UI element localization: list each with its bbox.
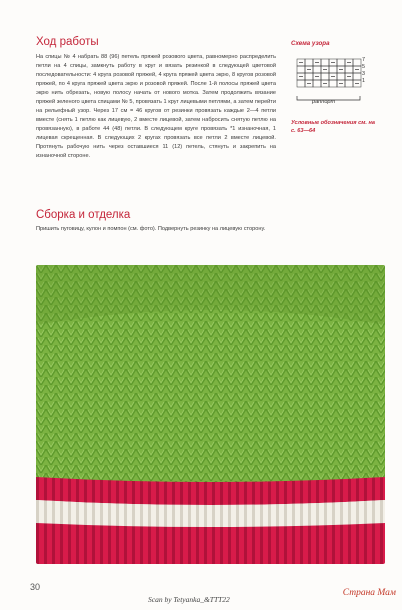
chart-cell xyxy=(321,59,329,66)
rapport-label: раппорт xyxy=(312,99,336,105)
chart-cell xyxy=(329,66,337,73)
chart-cell xyxy=(345,66,353,73)
chart-row-1: 1 xyxy=(362,78,365,84)
section-title-assembly: Сборка и отделка xyxy=(36,209,131,221)
section-text-work: На спицы № 4 набрать 88 (96) петель пряжей розового цвета, равномерно распределить петли на 4 спицы, замкнуть работу в круг и вязать резинкой в следующей цветовой последовательности: 4 круга розовой пряжей, 4 круга пряжей цвета экрю, 8 кругов розовой пряжей, по 4 круга пряжей цвета экрю и розовой пряжей. После 1-й полосы пряжей цвета экрю нить обрезать, новую полосу начать от нового мотка. Затем продолжить вязание пряжей зеленого цвета спицами № 5, провязать 1 круг лицевыми петлями, а затем перейти на рельефный узор. Через 17 см = 46 кругов от резинки провязать каждые 2—4 петли вместе (снять 1 петлю как лицевую, 2 вместе лицевой, затем набросить снятую петлю на провязанную), в работе 44 (48) петли. В следующем круге провязать *1 изнаночная, 1 лицевая скрещенная. В следующих 2 кругах провязать все петли 2 вместе лицевой. Протянуть рабочую нить через оставшиеся 11 (12) петель, стянуть и закрепить на изнаночной стороне. xyxy=(36,54,276,159)
chart-cell xyxy=(313,66,321,73)
chart-cell xyxy=(305,59,313,66)
site-logo: Страна Мам xyxy=(342,588,396,598)
knitted-hat-photo xyxy=(36,265,385,564)
chart-cell xyxy=(313,80,321,87)
chart-cell xyxy=(353,73,361,80)
chart-cell xyxy=(337,73,345,80)
scan-credit: Scan by Tetyanka_&TTT22 xyxy=(148,595,230,604)
section-title-work: Ход работы xyxy=(36,36,99,48)
chart-cell xyxy=(345,80,353,87)
section-text-assembly: Пришить пуговицу, кулон и помпон (см. фото). Подвернуть резинку на лицевую сторону. xyxy=(36,226,266,232)
chart-cell xyxy=(321,73,329,80)
chart-cell xyxy=(337,59,345,66)
legend-note: Условные обозначения см. на с. 63—64 xyxy=(291,120,375,134)
chart-cell xyxy=(329,80,337,87)
chart-row-3: 3 xyxy=(362,71,365,77)
chart-cell xyxy=(353,59,361,66)
chart-row-7: 7 xyxy=(362,57,365,63)
chart-title: Схема узора xyxy=(291,40,330,47)
stitch-chart xyxy=(296,58,368,96)
chart-cell xyxy=(297,66,305,73)
chart-row-5: 5 xyxy=(362,64,365,70)
chart-cell xyxy=(297,80,305,87)
page-number: 30 xyxy=(30,582,41,592)
chart-cell xyxy=(305,73,313,80)
